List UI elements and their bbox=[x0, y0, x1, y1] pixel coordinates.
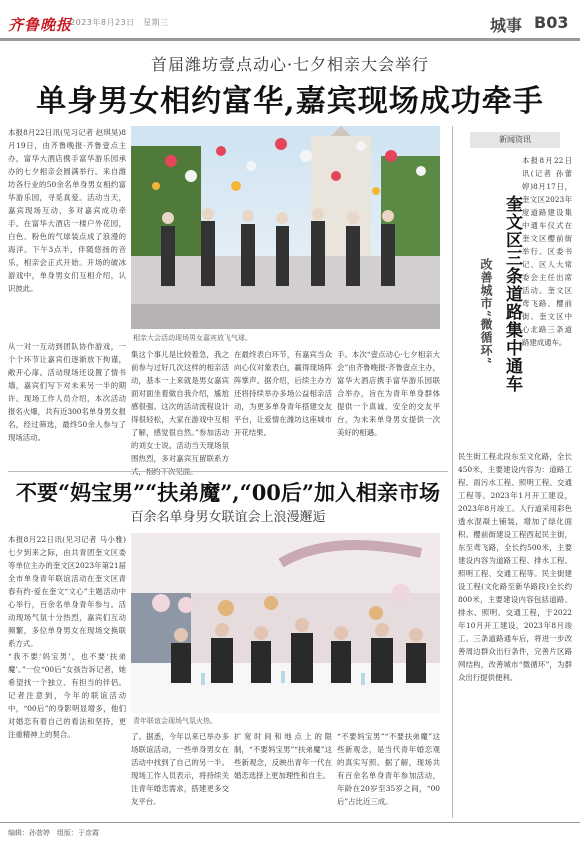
masthead-rule bbox=[0, 38, 580, 41]
sidebar-divider bbox=[452, 126, 453, 818]
story1-photo bbox=[131, 126, 440, 329]
footer-rule bbox=[0, 822, 580, 823]
story2-col3-text: 扩宽时间和地点上的限制，“不要妈宝男”“扶弟魔”这些新观念，反映出青年一代在婚恋选择上更加理性和自主。 bbox=[234, 732, 332, 780]
mixer-event-photo bbox=[131, 533, 440, 713]
sidebar-tag: 新闻资讯 bbox=[470, 132, 560, 148]
section-name: 城事 bbox=[490, 16, 523, 35]
page-number: B03 bbox=[534, 13, 569, 32]
masthead bbox=[0, 0, 580, 42]
story2-headline: 不要“妈宝男”“扶弟魔”,“00后”加入相亲市场 bbox=[15, 480, 440, 505]
story1-col4-text: 手。本次“壹点动心·七夕相亲大会”由齐鲁晚报·齐鲁壹点主办，富华大酒店携手富华游乐园联合举办，旨在为青年单身群体提供一个真诚、安全的交友平台，为未来单身男女提供一次美好的相遇。 bbox=[337, 350, 440, 437]
sidebar-title: 奎文区三条道路集中通车 bbox=[502, 195, 522, 393]
sidebar-col-body-text: 民生街工程北段东至文化路，全长450米，主要建设内容为：道路工程、雨污水工程、照明工程、交通工程等。2023年1月开工建设，2023年8月竣工。人行道采用彩色透水混凝土铺装，增加了绿化面积。樱前街建设工程西起民主街，东至鸢飞路，全长约500米，主要建设内容为道路工程、排水工程、照明工程、交通工程等。民主街建设工程(文化路至新华路段)全长约800米，主要建设内容包括道路、排水、照明、交通工程，于2022年10月开工建设，2023年8月竣工。三条道路通车后，将进一步改善周边群众出行条件，完善片区路网结构，改善城市“微循环”，为群众出行提供便利。 bbox=[458, 452, 572, 682]
story2-col4-text: “不要妈宝男”“不要扶弟魔”这些新观念，是当代青年婚恋观的真实写照。据了解，现场共有百余名单身青年参加活动，年龄在20岁至35岁之间，“00后”占比近三成。 bbox=[337, 732, 440, 806]
newspaper-logo: 齐鲁晚报 bbox=[8, 16, 73, 34]
story2-photo-caption: 青年联谊会现场气氛火热。 bbox=[133, 717, 217, 725]
sidebar-column-body bbox=[458, 450, 572, 818]
sidebar-column-top bbox=[522, 154, 572, 444]
story2-column-1 bbox=[8, 533, 126, 819]
story1-col1b-text: 从一对一互动到团队协作游戏，一个个环节让嘉宾们逐渐放下拘谨，敞开心扉。活动现场还设置了情书墙，嘉宾们写下对未来另一半的期许。现场工作人员介绍，本次活动报名火爆，共有近300名单身男女报名，经过筛选，最终50余人参与了现场活动。 bbox=[8, 342, 126, 442]
story1-col1-text: 本报8月22日讯(见习记者 赵琪昊)8月19日，由齐鲁晚报·齐鲁壹点主办，富华大酒店携手富华游乐园承办的七夕相亲会圆满举行。来自潍坊各行业的50余名单身男女相约富华游乐园，寻觅真爱。活动当天，嘉宾现场互动，多对嘉宾成功牵手。在富华大酒店一楼户外花园，白色、粉色的气球装点成了浪漫的海洋。下午3点半，伴随悠扬的音乐，相亲会正式开始。开场的破冰游戏中，单身男女们互相介绍，认识彼此。 bbox=[8, 128, 126, 293]
story2-photo bbox=[131, 533, 440, 713]
story2-col2-text: 了。据悉，今年以来已举办多场联谊活动，一些单身男女在活动中找到了自己的另一半。现场工作人员表示，将持续关注青年婚恋需求，搭建更多交友平台。 bbox=[131, 732, 229, 806]
sidebar-subtitle: 改善城市“微循环” bbox=[479, 258, 493, 365]
story1-headline: 单身男女相约富华,嘉宾现场成功牵手 bbox=[36, 84, 544, 119]
story1-column-1 bbox=[8, 126, 126, 330]
sidebar-col-top-text: 本报8月22日讯(记者 孙蕾婷)8月17日，奎文区2023年度道路建设集中通车仪式在奎文区樱前街举行。区委书记、区人大常委会主任出席活动。奎文区鸢飞路、樱前街、奎文区中心北路三条道路建成通车。 bbox=[522, 156, 572, 347]
footer-credits: 编辑：孙菅婷 组版：于彦霞 bbox=[8, 829, 99, 837]
story2-subhead: 百余名单身男女联谊会上浪漫邂逅 bbox=[130, 510, 326, 525]
story1-column-3 bbox=[234, 348, 332, 468]
story-divider bbox=[8, 471, 448, 472]
story2-column-3 bbox=[234, 730, 332, 820]
story2-col1-text: 本报8月22日讯(见习记者 马小雅)七夕到来之际，由共青团奎文区委等单位主办的奎文区2023年第21届全市单身青年联谊活动在奎文区青春有约·爱在奎文“文心”主题活动中心举行，百余名单身青年参与。活动现场气氛十分热烈，嘉宾们互动频繁，多位单身男女在现场交换联系方式。 bbox=[8, 535, 126, 648]
story1-col2-text: 集这个事儿是比较着急，我之前参与过好几次这样的相亲活动，基本一上来就是男女嘉宾面对面坐着做自我介绍，尴尬感很强。这次的活动流程设计得很轻松，大家在游戏中互相了解，感觉很自然。”参加活动的刘女士说。活动当天现场氛围热烈，多对嘉宾互留联系方 bbox=[131, 350, 229, 463]
story1-subhead: 首届潍坊壹点动心·七夕相亲大会举行 bbox=[150, 55, 430, 74]
story2-column-2 bbox=[131, 730, 229, 820]
story2-column-4 bbox=[337, 730, 440, 820]
story1-column-2 bbox=[131, 348, 229, 468]
dateline: 2023年8月23日 星期三 bbox=[70, 18, 169, 27]
story2-col1b-text: “我不要‘妈宝男’，也不要‘扶弟魔’。”一位“00后”女孩告诉记者，她希望找一个独立、有担当的伴侣。记者注意到，今年的联谊活动中，“00后”的身影明显增多，他们对婚恋有着自己的看法和坚持，更注重精神上的契合。 bbox=[8, 652, 126, 739]
story1-col3-text: 在最终表白环节，有嘉宾当众向心仪对象表白，赢得现场阵阵掌声。据介绍，后续主办方还将持续举办多场公益相亲活动，为更多单身青年搭建交友平台，让爱情在潍坊这座城市开花结果。 bbox=[234, 350, 332, 437]
story1-column-4 bbox=[337, 348, 440, 468]
story1-column-1b bbox=[8, 340, 126, 468]
story1-photo-caption: 相亲大会活动现场男女嘉宾放飞气球。 bbox=[133, 334, 252, 342]
balloon-scene-photo bbox=[131, 126, 440, 329]
